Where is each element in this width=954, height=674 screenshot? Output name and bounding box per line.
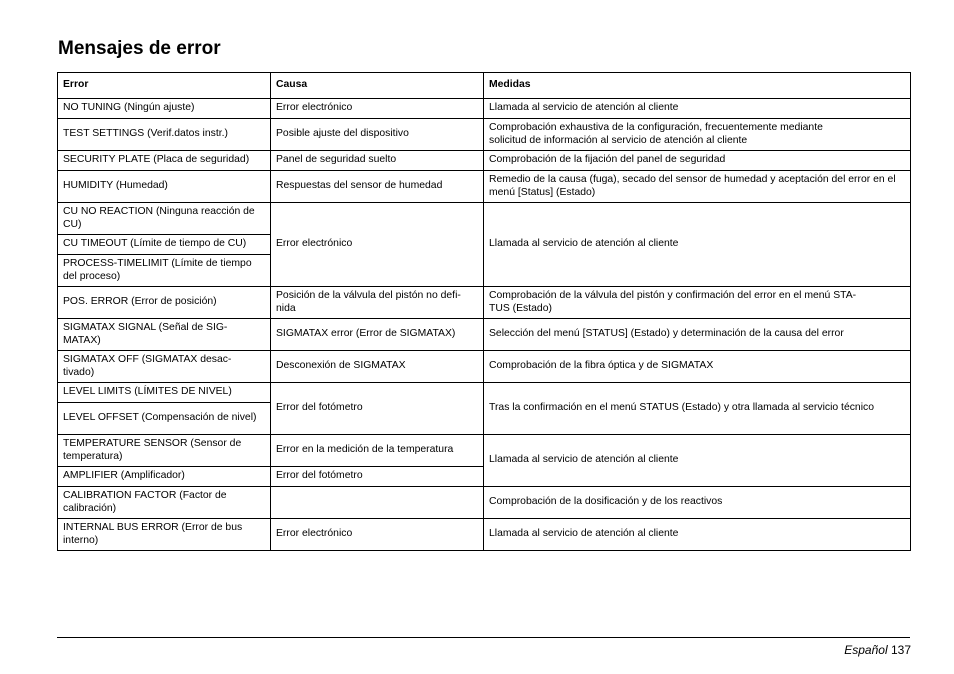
error-table — [57, 72, 911, 551]
table-row — [58, 519, 911, 551]
cell-error: CALIBRATION FACTOR (Factor de calibración) — [58, 487, 271, 519]
table-row — [58, 287, 911, 319]
cell-error: AMPLIFIER (Amplificador) — [58, 467, 271, 487]
header-medidas: Medidas — [484, 73, 911, 99]
header-causa: Causa — [271, 73, 484, 99]
page-number: 137 — [890, 643, 911, 657]
footer-divider — [57, 637, 910, 638]
cell-causa: Posible ajuste del dispositivo — [271, 119, 484, 151]
cell-causa: Error del fotómetro — [271, 383, 484, 435]
cell-error: INTERNAL BUS ERROR (Error de bus interno) — [58, 519, 271, 551]
cell-error: CU TIMEOUT (Límite de tiempo de CU) — [58, 235, 271, 255]
page-title: Mensajes de error — [58, 38, 221, 59]
cell-error: SIGMATAX OFF (SIGMATAX desac- tivado) — [58, 351, 271, 383]
cell-medidas: Llamada al servicio de atención al cliente — [484, 203, 911, 287]
cell-medidas: Selección del menú [STATUS] (Estado) y determinación de la causa del error — [484, 319, 911, 351]
cell-medidas: Comprobación de la fijación del panel de seguridad — [484, 151, 911, 171]
cell-error: SECURITY PLATE (Placa de seguridad) — [58, 151, 271, 171]
cell-medidas: Comprobación de la fibra óptica y de SIGMATAX — [484, 351, 911, 383]
table-row — [58, 151, 911, 171]
table-row — [58, 383, 911, 403]
cell-causa — [271, 487, 484, 519]
cell-causa: Error en la medición de la temperatura — [271, 435, 484, 467]
cell-medidas: Comprobación de la válvula del pistón y confirmación del error en el menú STA- TUS (Estado) — [484, 287, 911, 319]
cell-error: SIGMATAX SIGNAL (Señal de SIG- MATAX) — [58, 319, 271, 351]
page-footer — [844, 643, 911, 657]
cell-causa: Error del fotómetro — [271, 467, 484, 487]
cell-causa: Respuestas del sensor de humedad — [271, 171, 484, 203]
footer-language: Español — [844, 643, 888, 657]
cell-medidas: Llamada al servicio de atención al cliente — [484, 99, 911, 119]
cell-medidas: Tras la confirmación en el menú STATUS (Estado) y otra llamada al servicio técnico — [484, 383, 911, 435]
header-error: Error — [58, 73, 271, 99]
table-row — [58, 171, 911, 203]
cell-error: POS. ERROR (Error de posición) — [58, 287, 271, 319]
cell-causa: Error electrónico — [271, 99, 484, 119]
cell-error: TEMPERATURE SENSOR (Sensor de temperatura) — [58, 435, 271, 467]
cell-medidas: Comprobación de la dosificación y de los reactivos — [484, 487, 911, 519]
cell-medidas: Comprobación exhaustiva de la configuración, frecuentemente mediante solicitud de información al servicio de atención al cliente — [484, 119, 911, 151]
cell-causa: Error electrónico — [271, 519, 484, 551]
cell-error: LEVEL OFFSET (Compensación de nivel) — [58, 403, 271, 435]
table-row — [58, 351, 911, 383]
table-row — [58, 119, 911, 151]
table-row — [58, 435, 911, 467]
table-row — [58, 203, 911, 235]
cell-causa: SIGMATAX error (Error de SIGMATAX) — [271, 319, 484, 351]
cell-error: NO TUNING (Ningún ajuste) — [58, 99, 271, 119]
cell-error: HUMIDITY (Humedad) — [58, 171, 271, 203]
cell-causa: Posición de la válvula del pistón no defi- nida — [271, 287, 484, 319]
cell-medidas: Remedio de la causa (fuga), secado del sensor de humedad y aceptación del error en el menú [Status] (Estado) — [484, 171, 911, 203]
cell-causa: Desconexión de SIGMATAX — [271, 351, 484, 383]
cell-causa: Error electrónico — [271, 203, 484, 287]
cell-medidas: Llamada al servicio de atención al cliente — [484, 435, 911, 487]
table-row — [58, 99, 911, 119]
table-row — [58, 319, 911, 351]
cell-error: CU NO REACTION (Ninguna reacción de CU) — [58, 203, 271, 235]
cell-error: TEST SETTINGS (Verif.datos instr.) — [58, 119, 271, 151]
cell-medidas: Llamada al servicio de atención al cliente — [484, 519, 911, 551]
cell-causa: Panel de seguridad suelto — [271, 151, 484, 171]
table-row — [58, 487, 911, 519]
cell-error: PROCESS-TIMELIMIT (Límite de tiempo del proceso) — [58, 255, 271, 287]
table-header-row — [58, 73, 911, 99]
cell-error: LEVEL LIMITS (LÍMITES DE NIVEL) — [58, 383, 271, 403]
